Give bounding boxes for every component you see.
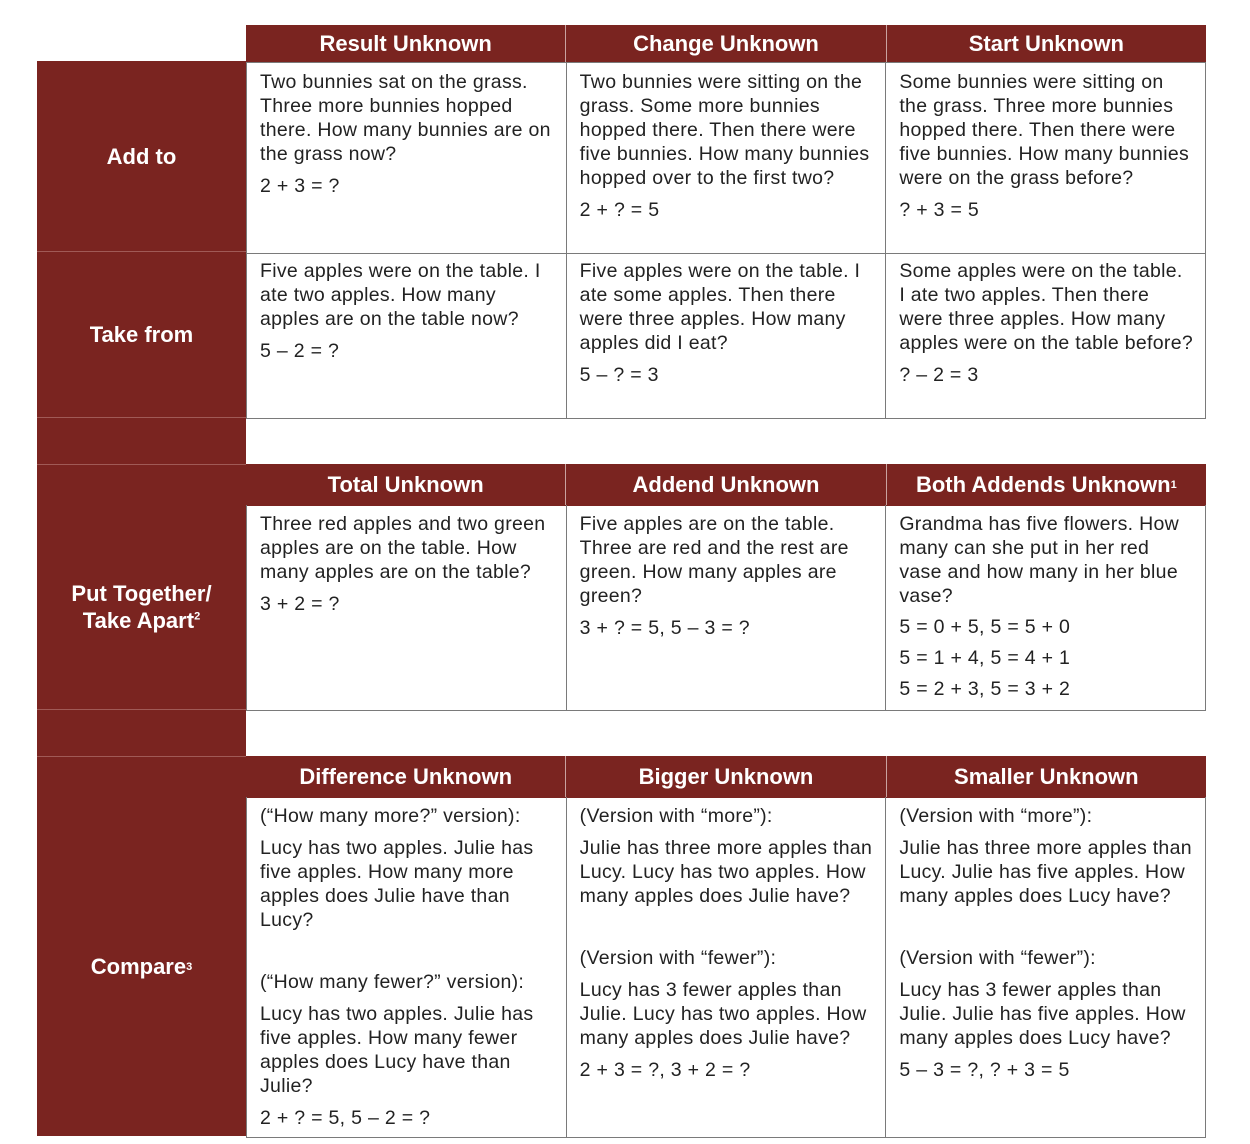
header-change-unknown: Change Unknown [565,25,885,62]
problem-text: Grandma has five flowers. How many can she put in her red vase and how many in her blue vase? [899,513,1179,607]
problem-text: Five apples were on the table. I ate two apples. How many apples are on the table now? [260,260,541,330]
equation: 3 + ? = 5, 5 – 3 = ? [579,617,750,639]
equation: 5 – ? = 3 [579,364,659,386]
equation: 5 = 2 + 3, 5 = 3 + 2 [899,678,1071,700]
problem-text: Some bunnies were sitting on the grass. Three more bunnies hopped there. Then there were five bunnies. How many bunnies were on the grass before? [899,71,1190,189]
cell-smaller-unknown [885,797,1206,1137]
problem-text: Julie has three more apples than Lucy. Julie has five apples. How many apples does Lucy have? [899,837,1192,907]
row-take-from [246,252,1206,419]
version-label: (Version with “fewer”): [579,947,777,969]
equation: 2 + ? = 5 [579,199,660,221]
header-addend-unknown: Addend Unknown [565,464,885,505]
cell-bigger-unknown [566,797,886,1137]
version-label: (“How many more?” version): [260,805,521,827]
cell-total-unknown [246,505,566,710]
equation: 2 + ? = 5, 5 – 2 = ? [260,1107,431,1129]
header-result-unknown: Result Unknown [319,30,492,56]
section1-headers [246,25,1206,63]
cell-add-to-start-unknown [885,63,1206,253]
cell-addend-unknown [566,505,886,710]
row-label-text: Take Apart [82,608,195,633]
problem-text: Lucy has 3 fewer apples than Julie. Lucy has two apples. How many apples does Julie have? [579,979,867,1049]
header-difference-unknown: Difference Unknown [299,763,513,789]
row-label-compare: Compare 3 [90,954,193,979]
problem-text: Five apples are on the table. Three are red and the rest are green. How many apples are green? [579,513,849,607]
equation: 5 = 0 + 5, 5 = 5 + 0 [899,616,1071,638]
left-divider [37,464,246,465]
footnote-marker: 2 [194,610,201,623]
equation: 3 + 2 = ? [260,593,340,615]
version-label: (Version with “more”): [579,805,773,827]
row-label-add-to: Add to [106,144,177,169]
problem-text: Some apples were on the table. I ate two apples. Then there were three apples. How many apples were on the table before? [899,260,1193,354]
problem-text: Lucy has two apples. Julie has five apples. How many more apples does Julie have than Lucy? [260,837,534,931]
problem-text: Lucy has two apples. Julie has five apples. How many fewer apples does Lucy have than Julie? [260,1003,534,1097]
cell-take-from-result-unknown [246,252,566,418]
equation: 2 + 3 = ? [260,175,340,197]
row-label-line2 [83,607,200,634]
cell-both-addends-unknown [885,505,1206,710]
problem-text: Two bunnies sat on the grass. Three more bunnies hopped there. How many bunnies are on the grass now? [260,71,551,165]
row-label-text: Compare [90,954,187,979]
equation: ? – 2 = 3 [899,364,979,386]
left-divider [37,756,246,757]
cell-take-from-start-unknown [885,252,1206,418]
row-put-together [246,505,1206,711]
equation: 2 + 3 = ?, 3 + 2 = ? [579,1059,751,1081]
problem-text: Julie has three more apples than Lucy. Lucy has two apples. How many apples does Julie have? [579,837,873,907]
header-bigger-unknown: Bigger Unknown [565,756,885,797]
row-label-put-together-take-apart [37,505,246,709]
row-add-to [246,62,1206,254]
header-text: Both Addends Unknown [915,471,1171,497]
row-label-take-from: Take from [89,322,194,347]
problem-text: Three red apples and two green apples are on the table. How many apples are on the table? [260,513,546,583]
cell-add-to-change-unknown [566,63,886,253]
left-divider [37,417,246,418]
problem-text: Two bunnies were sitting on the grass. Some more bunnies hopped there. Then there were five bunnies. How many bunnies hopped over to the first two? [579,71,870,189]
version-label: (“How many fewer?” version): [260,971,525,993]
version-label: (Version with “fewer”): [899,947,1096,969]
cell-add-to-result-unknown [246,63,566,253]
row-label-line1: Put Together/ [71,581,212,606]
left-divider [37,709,246,710]
problem-text: Five apples were on the table. I ate some apples. Then there were three apples. How many apples did I eat? [579,260,861,354]
equation: ? + 3 = 5 [899,199,980,221]
cell-difference-unknown [246,797,566,1137]
equation: 5 – 2 = ? [260,340,340,362]
header-smaller-unknown: Smaller Unknown [886,756,1206,797]
section2-headers [246,464,1206,506]
cell-take-from-change-unknown [566,252,886,418]
header-both-addends-unknown: Both Addends Unknown 1 [886,464,1206,505]
row-compare [246,797,1206,1138]
header-start-unknown: Start Unknown [886,25,1206,62]
header-total-unknown: Total Unknown [327,471,484,497]
equation: 5 – 3 = ?, ? + 3 = 5 [899,1059,1070,1081]
problem-text: Lucy has 3 fewer apples than Julie. Julie has five apples. How many apples does Lucy have? [899,979,1186,1049]
equation: 5 = 1 + 4, 5 = 4 + 1 [899,647,1071,669]
section3-headers [246,756,1206,798]
version-label: (Version with “more”): [899,805,1093,827]
